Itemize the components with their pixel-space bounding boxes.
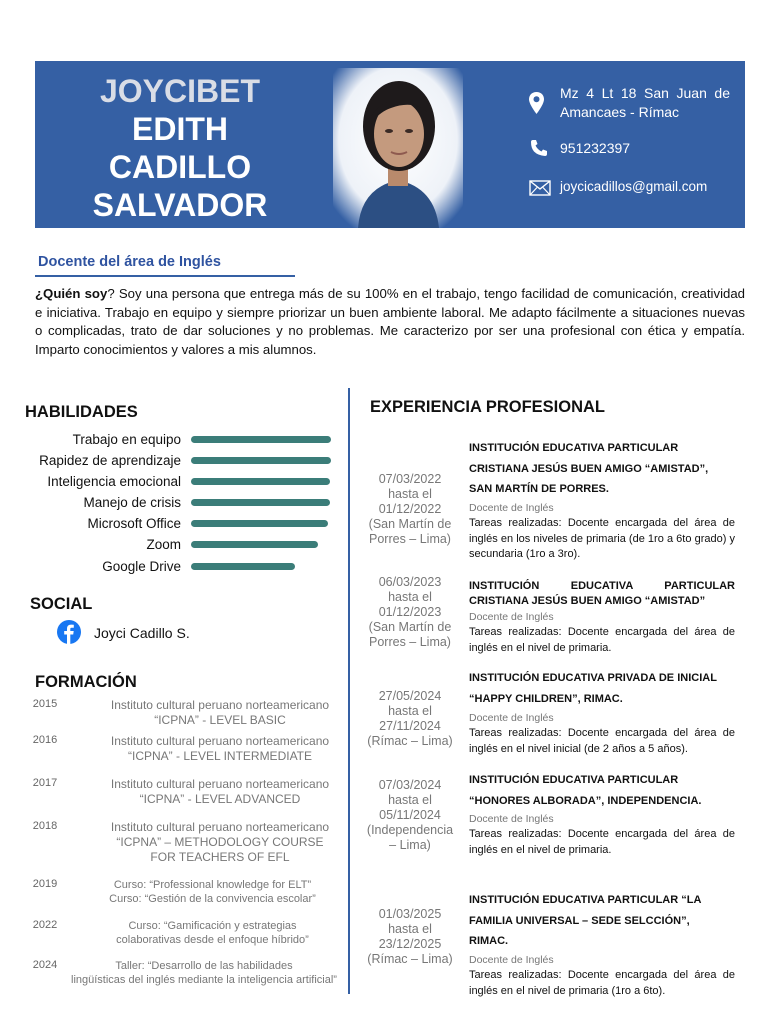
skill-level-bar [191,478,330,485]
profile-photo [333,68,463,228]
experience-tasks: Tareas realizadas: Docente encargada del área de inglés en los niveles de primaria (de 1ro a 6to grado) y secundaria (1ro a 3ro). [469,517,735,560]
experience-tasks: Tareas realizadas: Docente encargada del área de inglés en el nivel de primaria (1ro a 6to). [469,969,735,997]
education-year: 2022 [32,919,58,931]
education-text [105,698,335,728]
date-line: hasta el [388,922,432,936]
institution-line: “HAPPY CHILDREN”, RIMAC. [469,692,623,705]
institution-line: FAMILIA UNIVERSAL – SEDE SELCCIÓN”, [469,914,690,927]
experience-role: Docente de Inglés [469,712,554,724]
institution-line: SAN MARTÍN DE PORRES. [469,483,609,495]
name-line: CADILLO [108,149,252,185]
education-line: “ICPNA” - LEVEL ADVANCED [139,792,301,806]
experience-institution [469,890,735,952]
date-line: 01/12/2023 [378,605,442,619]
date-line: 07/03/2024 [378,778,442,792]
experience-role: Docente de Inglés [469,954,554,966]
experience-institution [469,438,735,500]
education-line: Taller: “Desarrollo de las habilidades [115,960,293,972]
skill-level-bar [191,520,328,527]
experience-role: Docente de Inglés [469,611,554,623]
education-year: 2016 [32,734,58,746]
experience-institution [469,579,735,609]
education-text [105,919,320,947]
skill-level-bar [191,563,295,570]
date-line: 01/12/2022 [378,502,442,516]
institution-line: INSTITUCIÓN EDUCATIVA PARTICULAR [469,774,679,786]
institution-line: INSTITUCIÓN EDUCATIVA PARTICULAR [469,442,679,454]
skill-level-bar [191,436,331,443]
about-lead: ¿Quién soy [35,286,108,301]
date-line: Porres – Lima) [369,635,451,649]
phone-icon [530,139,548,157]
skill-level-bar [191,541,318,548]
institution-line: RIMAC. [469,935,509,947]
date-line: (Rímac – Lima) [367,734,453,748]
education-text [105,878,320,906]
date-line: 23/12/2025 [378,937,442,951]
experience-date [365,907,455,967]
experience-date [365,575,455,650]
facebook-name[interactable]: Joyci Cadillo S. [94,625,190,641]
skill-label: Microsoft Office [87,516,181,531]
experience-role: Docente de Inglés [469,502,554,514]
education-line: lingüísticas del inglés mediante la inteligencia artificial” [71,974,337,986]
date-line: (San Martín de [368,620,452,634]
date-line: 27/11/2024 [379,719,441,733]
date-line: 06/03/2023 [378,575,442,589]
skill-label: Trabajo en equipo [72,432,181,447]
date-line: hasta el [388,793,432,807]
name-line: EDITH [132,111,228,147]
education-line: Instituto cultural peruano norteamericano [110,820,330,834]
email-text[interactable]: joycicadillos@gmail.com [560,179,708,194]
institution-line: “HONORES ALBORADA”, INDEPENDENCIA. [469,794,702,807]
education-line: Curso: “Professional knowledge for ELT” [113,879,312,891]
date-line: hasta el [388,487,432,501]
education-text [105,820,335,865]
role-title: Docente del área de Inglés [38,254,221,270]
full-name [70,72,290,224]
date-line: (San Martín de [368,517,452,531]
skills-title: HABILIDADES [25,403,138,421]
education-line: FOR TEACHERS OF EFL [150,850,290,864]
education-line: Instituto cultural peruano norteamericano [110,734,330,748]
experience-role: Docente de Inglés [469,813,554,825]
role-underline [35,275,295,277]
date-line: – Lima) [389,838,431,852]
experience-date [365,689,455,749]
about-paragraph [35,285,745,359]
education-line: Instituto cultural peruano norteamericano [110,698,330,712]
education-text [66,959,342,987]
experience-date [365,472,455,547]
skill-label: Manejo de crisis [83,495,181,510]
skill-label: Zoom [146,537,181,552]
email-icon [529,180,551,196]
education-line: “ICPNA” – METHODOLOGY COURSE [116,835,324,849]
experience-institution [469,770,735,811]
skill-level-bar [191,457,331,464]
education-line: Curso: “Gamificación y estrategias [128,920,297,932]
education-year: 2024 [32,959,58,971]
experience-tasks: Tareas realizadas: Docente encargada del área de inglés en el nivel de primaria. [469,626,735,654]
skill-label: Inteligencia emocional [47,474,181,489]
experience-title: EXPERIENCIA PROFESIONAL [370,398,606,416]
location-pin-icon [528,91,545,115]
education-title: FORMACIÓN [35,673,137,691]
date-line: hasta el [388,590,432,604]
date-line: (Independencia [366,823,454,837]
skill-label: Rapidez de aprendizaje [39,453,181,468]
facebook-icon[interactable] [57,620,81,644]
education-line: colaborativas desde el enfoque híbrido” [116,934,309,946]
experience-tasks: Tareas realizadas: Docente encargada del área de inglés en el nivel de primaria. [469,828,735,856]
name-line: JOYCIBET [99,73,261,109]
institution-line: INSTITUCIÓN EDUCATIVA PRIVADA DE INICIAL [469,672,717,684]
phone-text[interactable]: 951232397 [560,140,631,156]
education-line: Curso: “Gestión de la convivencia escolar” [109,893,316,905]
date-line: hasta el [388,704,432,718]
education-year: 2019 [32,878,58,890]
education-line: Instituto cultural peruano norteamericano [110,777,330,791]
education-line: “ICPNA” - LEVEL INTERMEDIATE [127,749,313,763]
education-line: “ICPNA” - LEVEL BASIC [154,713,286,727]
name-line: SALVADOR [92,187,268,223]
date-line: 27/05/2024 [378,689,442,703]
date-line: 01/03/2025 [378,907,442,921]
institution-line: CRISTIANA JESÚS BUEN AMIGO “AMISTAD” [469,595,706,607]
experience-institution [469,668,735,709]
education-year: 2018 [32,820,58,832]
skill-level-bar [191,499,330,506]
education-year: 2017 [32,777,58,789]
column-divider [348,388,350,994]
social-title: SOCIAL [30,595,93,613]
institution-line: CRISTIANA JESÚS BUEN AMIGO “AMISTAD”, [469,462,709,475]
education-text [105,734,335,764]
date-line: 07/03/2022 [378,472,442,486]
date-line: (Rímac – Lima) [367,952,453,966]
about-text: ? Soy una persona que entrega más de su 100% en el trabajo, tengo facilidad de comunicación, creatividad e iniciativa. Trabajo en equipo y siempre priorizar un buen ambiente laboral. Me adapto fácilmente a situaciones nuevas o complicadas, trato de dar soluciones y no problemas. Me caracterizo por ser una profesional con ética y empatía. Imparto conocimientos y valores a mis alumnos. [35,286,746,357]
experience-tasks: Tareas realizadas: Docente encargada del área de inglés en el nivel inicial (de 2 años a 5 años). [469,727,735,755]
education-year: 2015 [32,698,58,710]
education-text [105,777,335,807]
date-line: Porres – Lima) [369,532,451,546]
institution-line: INSTITUCIÓN EDUCATIVA PARTICULAR “LA [469,894,702,906]
experience-date [365,778,455,853]
address-text: Mz 4 Lt 18 San Juan de Amancaes - Rímac [560,85,730,120]
institution-line: INSTITUCIÓN EDUCATIVA PARTICULAR [469,580,735,592]
skill-label: Google Drive [102,559,181,574]
date-line: 05/11/2024 [379,808,441,822]
